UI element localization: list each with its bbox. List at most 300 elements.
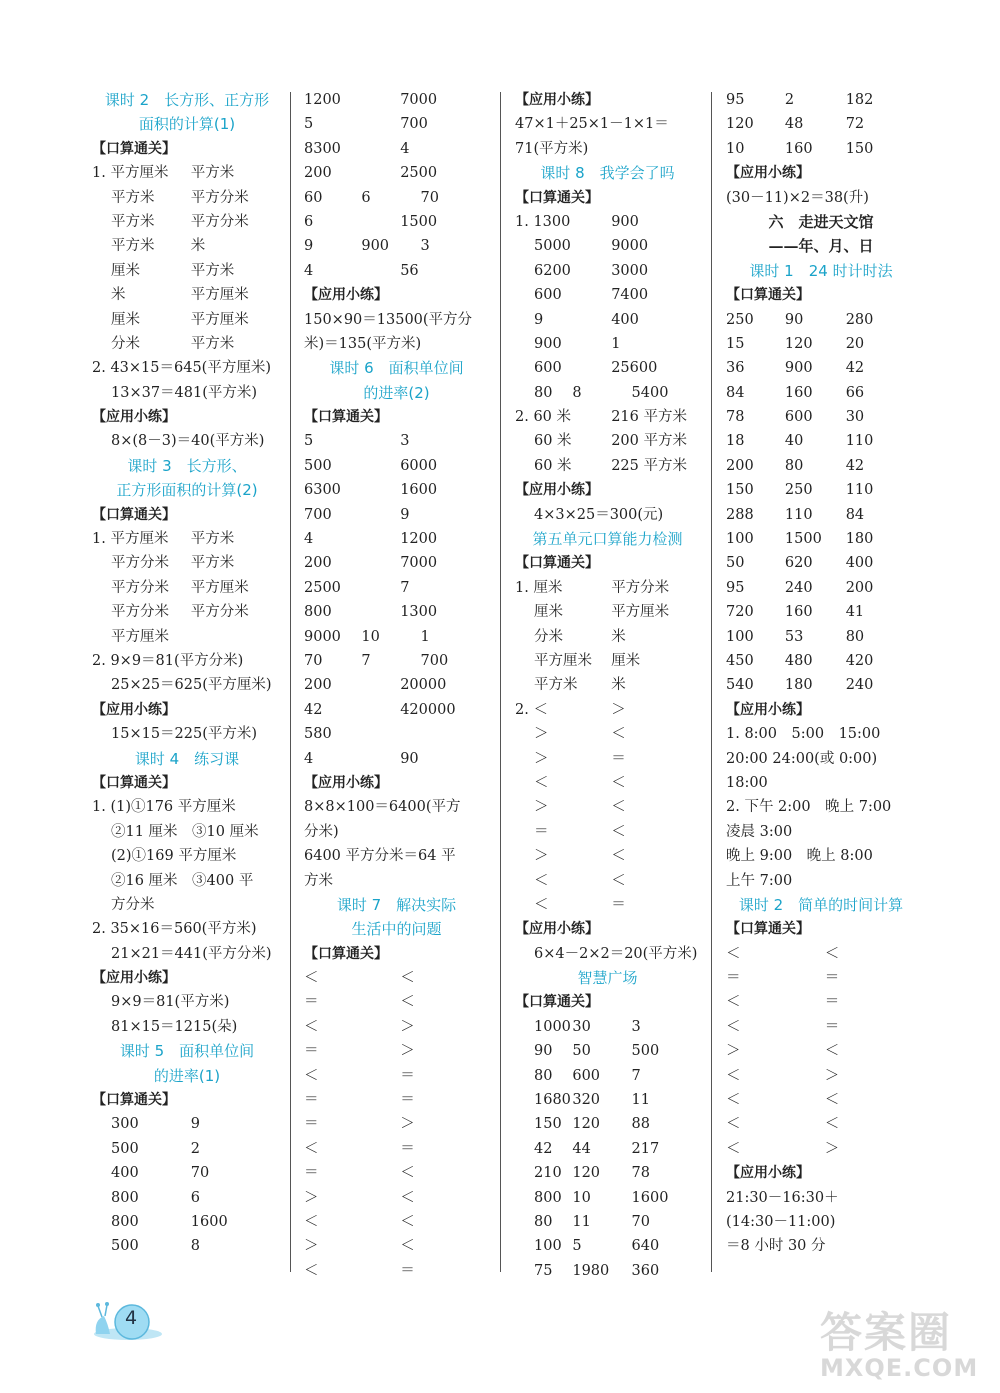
answer-cell: 5000 <box>534 238 571 255</box>
answer-cell: 6400 平方分米＝64 平 <box>304 848 456 865</box>
answer-cell: 720 <box>726 604 754 621</box>
watermark-logo-text: 答案圈 <box>820 1308 953 1357</box>
lesson-heading: 课时 2 简单的时间计算 <box>738 895 904 914</box>
answer-line <box>515 308 700 332</box>
answer-cell: 60 米 <box>534 457 572 474</box>
answer-line <box>304 820 489 844</box>
answer-line <box>515 429 700 453</box>
answer-line <box>304 869 489 893</box>
answer-cell: ＝ <box>304 1092 319 1109</box>
section-tag: 【应用小练】 <box>726 165 810 182</box>
answer-cell: 25×25＝625(平方厘米) <box>111 677 272 694</box>
section-tag: 【口算通关】 <box>92 506 176 523</box>
answer-line <box>92 1234 282 1258</box>
section-tag: 【应用小练】 <box>304 774 388 791</box>
column-divider <box>711 92 712 1272</box>
answer-cell: 240 <box>784 579 813 596</box>
answer-cell: ＞ <box>611 701 626 718</box>
page-number: 4 <box>125 1307 138 1329</box>
answer-line <box>726 820 916 844</box>
answer-cell: 平方厘米 <box>190 579 249 596</box>
answer-line <box>726 1015 916 1039</box>
answer-cell: 700 <box>400 116 428 133</box>
answer-cell: 1300 <box>400 604 438 621</box>
answer-cell: 25600 <box>611 360 658 377</box>
answer-line <box>92 356 282 380</box>
answer-cell: ＜ <box>726 1067 741 1084</box>
answer-line <box>515 454 700 478</box>
answer-line <box>304 625 489 649</box>
answer-line <box>92 1186 282 1210</box>
answer-line <box>92 1015 282 1039</box>
answer-line <box>726 576 916 600</box>
answer-cell: 1600 <box>400 482 438 499</box>
answer-cell: ＝ <box>824 970 840 987</box>
answer-cell: 200 <box>845 579 874 596</box>
answer-line <box>726 88 916 112</box>
answer-line <box>726 1112 916 1136</box>
answer-line <box>726 673 916 697</box>
answer-cell: ＞ <box>534 726 549 743</box>
answer-cell: ＝ <box>534 823 549 840</box>
answer-line <box>726 551 916 575</box>
answer-cell: 3 <box>420 238 430 255</box>
answer-cell: 18:00 <box>726 774 768 791</box>
answer-line <box>726 795 916 819</box>
answer-line <box>515 625 700 649</box>
answer-cell: 20 <box>845 335 865 352</box>
answer-cell: 900 <box>361 238 390 255</box>
answer-cell: 5 <box>304 116 314 133</box>
answer-line <box>515 1161 700 1185</box>
answer-cell: 5 <box>572 1238 582 1255</box>
answer-cell: 平方米 <box>190 555 235 572</box>
answer-cell: 分米 <box>111 335 140 352</box>
answer-cell: 150 <box>726 482 754 499</box>
section-tag: 【应用小练】 <box>726 1165 810 1182</box>
answer-cell: 1600 <box>190 1213 228 1230</box>
answer-line <box>726 112 916 136</box>
lesson-heading: 的进率(2) <box>363 383 430 402</box>
answer-line <box>304 454 489 478</box>
answer-line <box>515 673 700 697</box>
answer-line <box>92 1161 282 1185</box>
answer-cell: 36 <box>726 360 745 377</box>
section-tag: 【应用小练】 <box>726 701 810 718</box>
answer-cell: ＜ <box>611 823 626 840</box>
answer-cell: 晚上 9:00 晚上 8:00 <box>726 848 873 865</box>
answer-line <box>304 137 489 161</box>
section-tag: 【口算通关】 <box>726 921 810 938</box>
answer-line <box>515 1015 700 1039</box>
answer-cell: 5 <box>304 433 314 450</box>
answer-cell: ＜ <box>534 774 549 791</box>
answer-cell: 厘米 <box>534 604 563 621</box>
answer-cell: 250 <box>784 482 813 499</box>
answer-cell: 56 <box>400 262 419 279</box>
answer-line <box>515 356 700 380</box>
answer-line <box>515 210 700 234</box>
lesson-heading: 的进率(1) <box>153 1066 221 1085</box>
answer-line <box>515 405 700 429</box>
answer-cell: 500 <box>631 1043 660 1060</box>
answer-cell: 70 <box>304 652 323 669</box>
answer-cell: ＞ <box>534 848 549 865</box>
answer-line <box>515 234 700 258</box>
answer-cell: ＞ <box>824 1067 840 1084</box>
answer-cell: 420 <box>845 652 874 669</box>
section-tag: 【口算通关】 <box>304 409 388 426</box>
answer-line <box>726 308 916 332</box>
answer-cell: 6300 <box>304 482 341 499</box>
section-tag: 【口算通关】 <box>304 945 388 962</box>
answer-cell: ＜ <box>400 1165 415 1182</box>
answer-cell: 平方厘米 <box>111 628 169 645</box>
section-tag: 【口算通关】 <box>515 555 599 572</box>
answer-line <box>92 844 282 868</box>
answer-cell: ＝ <box>824 1018 840 1035</box>
answer-line <box>92 917 282 941</box>
answer-cell: 200 <box>726 457 754 474</box>
answer-cell: 90 <box>534 1043 553 1060</box>
answer-cell: 42 <box>534 1140 553 1157</box>
answer-line <box>92 576 282 600</box>
answer-cell: 平方厘米 <box>190 287 249 304</box>
answer-cell: 240 <box>845 677 874 694</box>
answer-line <box>304 527 489 551</box>
answer-line <box>304 795 489 819</box>
answer-cell: 4×3×25＝300(元) <box>534 506 664 523</box>
answer-cell: 2 <box>784 92 795 108</box>
answer-cell: 平方分米 <box>190 604 249 621</box>
answer-line <box>92 893 282 917</box>
answer-cell: ＜ <box>304 1262 319 1279</box>
answer-line <box>515 1088 700 1112</box>
answer-line <box>92 722 282 746</box>
answer-cell: ＝ <box>611 896 626 913</box>
answer-line <box>304 1186 489 1210</box>
lesson-heading: 课时 5 面积单位间 <box>119 1042 255 1061</box>
answer-line <box>515 1186 700 1210</box>
answer-line <box>515 820 700 844</box>
answer-line <box>92 259 282 283</box>
answer-cell: ＝ <box>824 994 840 1011</box>
answer-cell: 70 <box>631 1213 650 1230</box>
lesson-heading: 课时 1 24 时计时法 <box>749 261 893 280</box>
answer-cell: 53 <box>784 628 804 645</box>
answer-cell: 80 <box>534 1213 553 1230</box>
answer-cell: 平方分米 <box>611 579 670 596</box>
answer-cell: ＝ <box>304 1116 319 1133</box>
answer-cell: ＞ <box>304 1238 319 1255</box>
answer-cell: 80 <box>534 384 553 401</box>
answer-line <box>92 210 282 234</box>
answer-line <box>304 429 489 453</box>
answer-cell: 42 <box>845 457 865 474</box>
answer-cell: ＝ <box>611 750 626 767</box>
answer-cell: 平方厘米 <box>190 311 249 328</box>
answer-cell: 40 <box>784 433 804 450</box>
answer-line <box>304 966 489 990</box>
answer-line <box>304 1039 489 1063</box>
section-tag: 【口算通关】 <box>515 189 599 206</box>
answer-cell: 84 <box>845 506 865 523</box>
answer-cell: 8 <box>190 1238 201 1255</box>
answer-cell: 600 <box>534 360 562 377</box>
answer-line <box>304 161 489 185</box>
answer-cell: 1 <box>420 628 430 645</box>
answer-cell: 180 <box>784 677 813 694</box>
answer-cell: 200 <box>304 555 332 572</box>
answer-cell: 110 <box>845 482 874 499</box>
answer-line <box>304 722 489 746</box>
answer-cell: ＞ <box>400 1116 415 1133</box>
answer-cell: 15×15＝225(平方米) <box>111 726 258 743</box>
answer-cell: ②16 厘米 ③400 平 <box>111 872 254 889</box>
answer-cell: 60 <box>304 189 323 206</box>
answer-cell: 70 <box>190 1165 210 1182</box>
answer-cell: ＜ <box>400 1213 415 1230</box>
answer-cell: 288 <box>726 506 754 523</box>
answer-cell: ＜ <box>824 945 840 962</box>
answer-cell: 120 <box>784 335 813 352</box>
answer-cell: 7 <box>400 579 410 596</box>
answer-column <box>726 88 916 1259</box>
answer-cell: 1. 1300 <box>515 213 571 230</box>
answer-cell: 7 <box>631 1067 641 1084</box>
answer-line <box>92 869 282 893</box>
answer-cell: 400 <box>111 1165 139 1182</box>
answer-cell: 640 <box>631 1238 660 1255</box>
answer-cell: 4 <box>304 531 314 548</box>
answer-line <box>726 429 916 453</box>
answer-cell: 80 <box>845 628 865 645</box>
answer-cell: 平方分米 <box>111 555 169 572</box>
answer-cell: 420000 <box>400 701 456 718</box>
section-tag: 【应用小练】 <box>515 92 599 108</box>
answer-line <box>92 990 282 1014</box>
answer-cell: 平方米 <box>111 189 155 206</box>
answer-cell: 9000 <box>304 628 341 645</box>
answer-line <box>92 527 282 551</box>
answer-cell: 700 <box>420 652 449 669</box>
column-divider <box>290 92 291 1272</box>
answer-line <box>304 88 489 112</box>
answer-cell: 2. ＜ <box>515 701 548 718</box>
answer-cell: 30 <box>845 409 865 426</box>
answer-cell: (30－11)×2＝38(升) <box>726 189 869 206</box>
answer-cell: 200 <box>304 165 332 182</box>
column-divider <box>500 92 501 1272</box>
answer-cell: 500 <box>111 1140 139 1157</box>
answer-line <box>726 137 916 161</box>
answer-line <box>92 1137 282 1161</box>
answer-cell: ＜ <box>726 994 741 1011</box>
answer-cell: 600 <box>784 409 813 426</box>
answer-line <box>726 1088 916 1112</box>
answer-line <box>515 283 700 307</box>
answer-cell: 6000 <box>400 457 438 474</box>
answer-line <box>304 1234 489 1258</box>
answer-cell: ＜ <box>611 799 626 816</box>
answer-cell: 47×1＋25×1－1×1＝ <box>515 116 669 133</box>
answer-cell: 72 <box>845 116 865 133</box>
answer-cell: 米)＝135(平方米) <box>304 335 422 352</box>
answer-cell: 48 <box>784 116 804 133</box>
answer-line <box>92 795 282 819</box>
answer-cell: 平方分米 <box>190 213 249 230</box>
answer-cell: 3000 <box>611 262 649 279</box>
answer-cell: 方米 <box>304 872 333 889</box>
answer-cell: 米 <box>111 287 126 304</box>
answer-cell: 100 <box>726 531 754 548</box>
answer-cell: 42 <box>845 360 865 377</box>
lesson-heading: 面积的计算(1) <box>138 115 236 134</box>
answer-line <box>726 503 916 527</box>
answer-cell: ＜ <box>400 1238 415 1255</box>
answer-line <box>726 649 916 673</box>
answer-cell: 2. 35×16＝560(平方米) <box>92 921 257 938</box>
answer-line <box>726 1210 916 1234</box>
lesson-heading: 课时 8 我学会了吗 <box>540 164 675 183</box>
answer-cell: 10 <box>572 1189 591 1206</box>
answer-line <box>304 649 489 673</box>
answer-line <box>304 698 489 722</box>
answer-line <box>304 186 489 210</box>
answer-line <box>304 747 489 771</box>
answer-line <box>726 869 916 893</box>
answer-cell: 9×9＝81(平方米) <box>111 994 230 1011</box>
answer-cell: 21:30－16:30＋ <box>726 1189 839 1206</box>
section-tag: 【应用小练】 <box>92 409 176 426</box>
answer-cell: 平方米 <box>111 213 155 230</box>
answer-line <box>515 1137 700 1161</box>
answer-cell: ＜ <box>611 726 626 743</box>
answer-cell: 160 <box>784 140 813 157</box>
answer-cell: 78 <box>631 1165 650 1182</box>
answer-cell: 620 <box>784 555 813 572</box>
section-tag: 【应用小练】 <box>92 970 176 987</box>
answer-cell: 6 <box>304 213 314 230</box>
answer-cell: ＜ <box>726 1092 741 1109</box>
answer-cell: 41 <box>845 604 865 621</box>
answer-cell: ＜ <box>611 774 626 791</box>
answer-cell: 方分米 <box>111 896 155 913</box>
answer-line <box>92 186 282 210</box>
answer-line <box>726 966 916 990</box>
answer-line <box>515 844 700 868</box>
answer-cell: ＝ <box>400 1092 415 1109</box>
answer-cell: 90 <box>400 750 419 767</box>
answer-cell: 9 <box>534 311 544 328</box>
answer-cell: 6 <box>361 189 371 206</box>
answer-cell: 800 <box>534 1189 562 1206</box>
answer-cell: 4 <box>304 262 314 279</box>
answer-cell: 160 <box>784 384 813 401</box>
answer-cell: ＝ <box>400 1140 415 1157</box>
answer-cell: ＜ <box>611 848 626 865</box>
answer-cell: ＜ <box>400 970 415 987</box>
answer-cell: 分米 <box>534 628 563 645</box>
answer-cell: 110 <box>784 506 813 523</box>
answer-cell: (14:30－11:00) <box>726 1213 836 1230</box>
answer-cell: 50 <box>726 555 745 572</box>
answer-cell: 9 <box>190 1116 201 1133</box>
answer-cell: 320 <box>572 1092 601 1109</box>
section-tag: 【应用小练】 <box>515 921 599 938</box>
answer-line <box>726 381 916 405</box>
answer-line <box>515 600 700 624</box>
answer-cell: 80 <box>784 457 804 474</box>
answer-line <box>304 1259 489 1283</box>
answer-line <box>92 942 282 966</box>
answer-cell: 480 <box>784 652 813 669</box>
answer-cell: 120 <box>572 1116 601 1133</box>
answer-line <box>726 990 916 1014</box>
answer-line <box>726 600 916 624</box>
answer-cell: 8×(8－3)＝40(平方米) <box>111 433 265 450</box>
section-tag: 【应用小练】 <box>304 287 388 304</box>
answer-cell: 11 <box>631 1092 650 1109</box>
answer-line <box>515 893 700 917</box>
answer-cell: ＜ <box>726 1116 741 1133</box>
lesson-heading: 第五单元口算能力检测 <box>532 530 683 549</box>
answer-cell: 1 <box>611 335 621 352</box>
answer-cell: 1200 <box>304 92 341 108</box>
answer-cell: 1600 <box>631 1189 669 1206</box>
answer-line <box>304 844 489 868</box>
answer-line <box>304 1112 489 1136</box>
answer-cell: 平方米 <box>190 262 235 279</box>
answer-cell: 平方分米 <box>111 579 169 596</box>
answer-cell: 平方米 <box>190 335 235 352</box>
answer-cell: 66 <box>845 384 865 401</box>
answer-line <box>515 112 700 136</box>
answer-cell: 2. 下午 2:00 晚上 7:00 <box>726 799 892 816</box>
answer-line <box>726 405 916 429</box>
answer-cell: 9000 <box>611 238 649 255</box>
answer-line <box>515 771 700 795</box>
answer-line <box>304 1088 489 1112</box>
answer-line <box>515 332 700 356</box>
answer-cell: 8×8×100＝6400(平方 <box>304 799 461 816</box>
answer-line <box>92 234 282 258</box>
lesson-heading: 智慧广场 <box>577 969 638 988</box>
answer-cell: 84 <box>726 384 745 401</box>
answer-cell: 1000 <box>534 1018 571 1035</box>
answer-column <box>304 88 489 1283</box>
answer-line <box>304 990 489 1014</box>
lesson-heading: 正方形面积的计算(2) <box>116 481 258 500</box>
answer-cell: 216 平方米 <box>611 409 687 426</box>
answer-cell: 900 <box>534 335 562 352</box>
answer-cell: ＞ <box>726 1043 741 1060</box>
answer-cell: 71(平方米) <box>515 140 589 157</box>
answer-line <box>726 942 916 966</box>
answer-cell: ＜ <box>400 994 415 1011</box>
answer-cell: 60 米 <box>534 433 572 450</box>
answer-cell: 900 <box>784 360 813 377</box>
answer-cell: 1. 8:00 5:00 15:00 <box>726 726 881 743</box>
answer-cell: 1. 厘米 <box>515 579 563 596</box>
answer-cell: ＜ <box>400 1189 415 1206</box>
lesson-heading: 课时 2 长方形、正方形 <box>104 91 270 109</box>
answer-cell: 20:00 24:00(或 0:00) <box>726 750 878 767</box>
answer-line <box>515 698 700 722</box>
answer-line <box>726 1186 916 1210</box>
answer-cell: ＜ <box>726 945 741 962</box>
answer-line <box>515 1112 700 1136</box>
